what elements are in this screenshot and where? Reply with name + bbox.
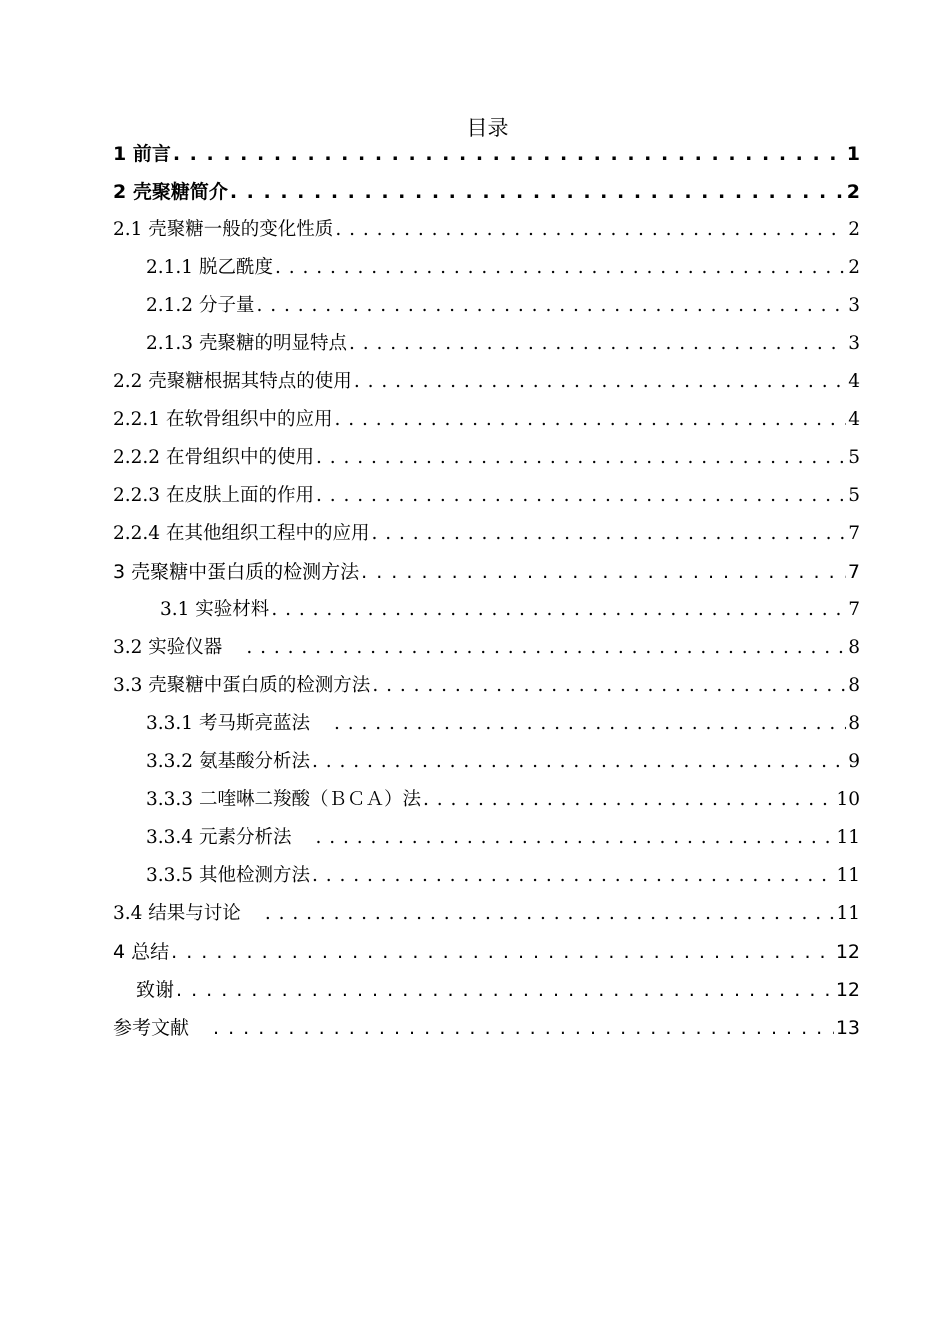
toc-entry[interactable]: [113, 140, 860, 168]
toc-entry[interactable]: [113, 178, 860, 206]
toc-leader: [310, 862, 834, 890]
toc-entry-label: 3.3.4 元素分析法: [146, 827, 292, 848]
toc-entry-page: 1: [846, 143, 860, 165]
toc-entry-page: 11: [836, 903, 860, 924]
toc-entry[interactable]: [113, 444, 860, 472]
toc-entry-page: 12: [835, 979, 860, 1001]
toc-leader: [174, 976, 834, 1004]
toc-entry-page: 3: [848, 333, 860, 354]
toc-entry-page: 7: [847, 561, 860, 583]
toc-entry[interactable]: [113, 938, 860, 966]
toc-entry-label: 致谢: [136, 979, 175, 1001]
toc-entry-page: 11: [836, 827, 860, 848]
toc-entry-label: 3.3.5 其他检测方法: [146, 865, 310, 886]
toc-entry[interactable]: [113, 672, 860, 700]
toc-entry-page: 12: [835, 941, 860, 963]
toc-entry-page: 8: [848, 713, 860, 734]
toc-entry-label: 参考文献: [113, 1017, 190, 1039]
toc-entry-page: 11: [836, 865, 860, 886]
toc-title: 目录: [466, 116, 509, 140]
toc-entry-page: 2: [848, 219, 860, 240]
toc-entry-label: 3.3.1 考马斯亮蓝法: [146, 713, 310, 734]
toc-entry-label: 3.3 壳聚糖中蛋白质的检测方法: [113, 675, 371, 696]
toc-entry[interactable]: [113, 368, 860, 396]
toc-entry[interactable]: [113, 634, 860, 662]
toc-leader: [313, 824, 834, 852]
toc-entry-label: 3.1 实验材料: [160, 599, 270, 620]
toc-entry-label: 2.2.2 在骨组织中的使用: [113, 447, 314, 468]
toc-entry-label: 2.1.1 脱乙酰度: [146, 257, 273, 278]
toc-entry[interactable]: [146, 786, 860, 814]
toc-entry-page: 7: [848, 599, 860, 620]
toc-entry[interactable]: [146, 862, 860, 890]
toc-entry[interactable]: [113, 900, 860, 928]
toc-leader: [263, 900, 835, 928]
toc-entry[interactable]: [146, 330, 860, 358]
toc-entry-label: 3.3.2 氨基酸分析法: [146, 751, 310, 772]
toc-leader: [171, 140, 845, 168]
toc-leader: [370, 672, 846, 700]
toc-entry-label: 4 总结: [113, 941, 170, 963]
toc-entry-page: 8: [848, 637, 860, 658]
toc-entry-label: 2.2.1 在软骨组织中的应用: [113, 409, 333, 430]
toc-leader: [228, 178, 845, 206]
toc-entry-label: 3 壳聚糖中蛋白质的检测方法: [113, 561, 360, 583]
toc-entry-page: 3: [848, 295, 860, 316]
toc-leader: [314, 482, 846, 510]
toc-entry-page: 8: [848, 675, 860, 696]
toc-entry[interactable]: [113, 1014, 860, 1042]
toc-leader: [359, 558, 846, 586]
toc-entry-label: 2.1.2 分子量: [146, 295, 255, 316]
toc-entry[interactable]: [113, 406, 860, 434]
toc-entry-label: 2.2.4 在其他组织工程中的应用: [113, 523, 370, 544]
toc-entry-label: 2.1.3 壳聚糖的明显特点: [146, 333, 347, 354]
toc-leader: [333, 216, 846, 244]
toc-entry-page: 7: [848, 523, 860, 544]
toc-entry-label: 3.4 结果与讨论: [113, 903, 241, 924]
toc-leader: [314, 444, 846, 472]
toc-entry-page: 2: [848, 257, 860, 278]
toc-leader: [211, 1014, 834, 1042]
toc-entry-label: 1 前言: [113, 143, 171, 165]
toc-leader: [269, 596, 846, 624]
toc-entry[interactable]: [146, 292, 860, 320]
toc-entry[interactable]: [146, 748, 860, 776]
toc-leader: [169, 938, 834, 966]
toc-entry-label: 2 壳聚糖简介: [113, 181, 228, 203]
toc-leader: [244, 634, 846, 662]
toc-entry-page: 4: [848, 409, 860, 430]
toc-entry-page: 5: [848, 447, 860, 468]
toc-entry-page: 4: [848, 371, 860, 392]
toc-entry-label: 3.3.3 二喹啉二羧酸（ＢＣＡ）法: [146, 789, 421, 810]
toc-entry-label: 3.2 实验仪器: [113, 637, 223, 658]
toc-entry-page: 9: [848, 751, 860, 772]
toc-leader: [332, 710, 846, 738]
toc-entry-label: 2.1 壳聚糖一般的变化性质: [113, 219, 334, 240]
toc-leader: [332, 406, 846, 434]
toc-leader: [421, 786, 834, 814]
toc-leader: [352, 368, 846, 396]
toc-leader: [273, 254, 846, 282]
toc-entry[interactable]: [113, 482, 860, 510]
toc-entry[interactable]: [160, 596, 860, 624]
toc-entry-page: 10: [836, 789, 860, 810]
toc-entry[interactable]: [113, 558, 860, 586]
toc-entry[interactable]: [113, 520, 860, 548]
toc-entry[interactable]: [136, 976, 860, 1004]
toc-leader: [347, 330, 846, 358]
toc-entry-page: 5: [848, 485, 860, 506]
toc-leader: [310, 748, 846, 776]
toc-entry-label: 2.2 壳聚糖根据其特点的使用: [113, 371, 352, 392]
toc-entry-label: 2.2.3 在皮肤上面的作用: [113, 485, 314, 506]
toc-entry[interactable]: [146, 824, 860, 852]
toc-entry-page: 2: [846, 181, 860, 203]
toc-leader: [369, 520, 846, 548]
toc-entry[interactable]: [146, 254, 860, 282]
toc-entry[interactable]: [113, 216, 860, 244]
toc-leader: [254, 292, 846, 320]
toc-entry-page: 13: [835, 1017, 860, 1039]
toc-entry[interactable]: [146, 710, 860, 738]
